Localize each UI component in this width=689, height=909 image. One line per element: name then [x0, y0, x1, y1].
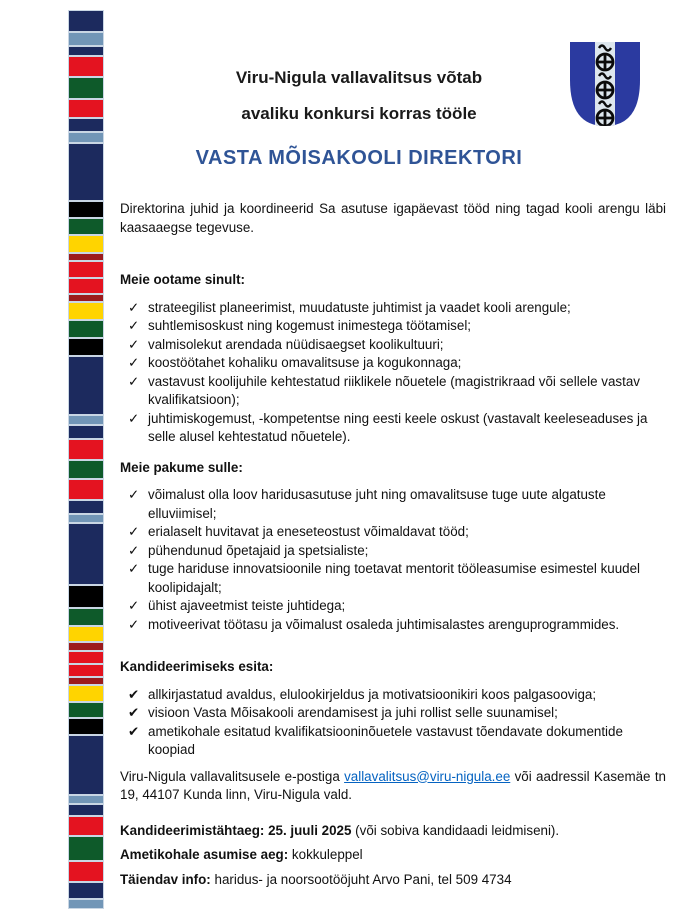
- stripe-segment: [68, 608, 104, 626]
- check-icon: ✓: [128, 598, 140, 613]
- stripe-segment: [68, 338, 104, 355]
- list-item: ✓ strateegilist planeerimist, muudatuste juhtimist ja vaadet kooli arengule;: [120, 299, 666, 318]
- stripe-segment: [68, 261, 104, 277]
- check-icon: ✓: [128, 616, 140, 632]
- stripe-segment: [68, 32, 104, 45]
- stripe-segment: [68, 302, 104, 320]
- stripe-segment: [68, 56, 104, 77]
- list-item: ✓ pühendunud õpetajaid ja spetsialiste;: [120, 542, 666, 561]
- stripe-segment: [68, 425, 104, 438]
- stripe-segment: [68, 132, 104, 143]
- stripe-segment: [68, 514, 104, 524]
- list-item: ✓ ühist ajaveetmist teiste juhtidega;: [120, 597, 666, 616]
- check-icon: ✓: [128, 336, 140, 352]
- section-heading-expectations: Meie ootame sinult:: [120, 272, 245, 287]
- list-item: ✓ vastavust koolijuhile kehtestatud riiklikele nõuetele (magistrikraad või sellele vastav kvalifikatsioon);: [120, 373, 666, 410]
- stripe-segment: [68, 735, 104, 794]
- check-icon: ✓: [128, 561, 140, 576]
- apply-list: [120, 686, 666, 760]
- offer-list: [120, 486, 666, 634]
- check-icon: ✓: [128, 410, 140, 426]
- info-value: haridus- ja noorsootööjuht Arvo Pani, tel 509 4734: [210, 871, 512, 887]
- check-icon: ✔: [128, 686, 140, 702]
- info-label: Täiendav info:: [120, 871, 211, 887]
- list-item: ✔ ametikohale esitatud kvalifikatsiooninõuetele vastavust tõendavate dokumentide koopiad: [120, 723, 666, 760]
- details-block: [120, 822, 666, 890]
- stripe-segment: [68, 642, 104, 651]
- list-item: ✔ visioon Vasta Mõisakooli arendamisest ja juhi rollist selle suunamisel;: [120, 704, 666, 723]
- list-item: ✔ allkirjastatud avaldus, elulookirjeldus ja motivatsioonikiri koos palgasooviga;: [120, 686, 666, 705]
- email-link[interactable]: vallavalitsus@viru-nigula.ee: [344, 768, 511, 784]
- stripe-segment: [68, 718, 104, 735]
- stripe-segment: [68, 439, 104, 460]
- stripe-segment: [68, 651, 104, 664]
- stripe-segment: [68, 294, 104, 302]
- section-heading-apply: Kandideerimiseks esita:: [120, 659, 274, 674]
- stripe-segment: [68, 460, 104, 479]
- start-date-value: kokkuleppel: [288, 847, 363, 862]
- stripe-segment: [68, 143, 104, 201]
- stripe-segment: [68, 836, 104, 861]
- stripe-segment: [68, 253, 104, 262]
- list-item: ✓ erialaselt huvitavat ja eneseteostust võimaldavat tööd;: [120, 523, 666, 542]
- title-line-1: Viru-Nigula vallavalitsus võtab: [235, 68, 483, 87]
- intro-paragraph: Direktorina juhid ja koordineerid Sa asutuse igapäevast tööd ning tagad kooli arengu läbi kaasaaegse tegevuse.: [120, 201, 666, 235]
- stripe-segment: [68, 899, 104, 909]
- check-icon: ✓: [128, 355, 140, 370]
- list-item: ✓ koostöötahet kohaliku omavalitsuse ja kogukonnaga;: [120, 354, 666, 373]
- check-icon: ✓: [128, 542, 140, 558]
- stripe-segment: [68, 10, 104, 32]
- list-item: ✓ võimalust olla loov haridusasutuse juht ning omavalitsuse tuge uute algatuste elluviimisel;: [120, 486, 666, 523]
- title-block: [120, 0, 598, 170]
- start-date-label: Ametikohale asumise aeg:: [120, 847, 289, 862]
- stripe-segment: [68, 882, 104, 899]
- check-icon: ✓: [128, 299, 140, 315]
- stripe-segment: [68, 677, 104, 685]
- deadline-line: [120, 822, 666, 841]
- stripe-segment: [68, 585, 104, 608]
- stripe-segment: [68, 685, 104, 702]
- deadline-label: Kandideerimistähtaeg: 25. juuli 2025: [120, 822, 352, 838]
- stripe-segment: [68, 415, 104, 426]
- stripe-segment: [68, 816, 104, 836]
- stripe-segment: [68, 702, 104, 718]
- check-icon: ✓: [128, 487, 140, 502]
- list-item: ✓ motiveerivat töötasu ja võimalust osaleda juhtimisalastes arenguprogrammides.: [120, 616, 666, 635]
- check-icon: ✓: [128, 373, 140, 389]
- stripe-segment: [68, 320, 104, 338]
- start-date-line: [120, 846, 666, 865]
- title-line-2: avaliku konkursi korras tööle: [241, 104, 477, 123]
- list-item: ✓ juhtimiskogemust, -kompetentse ning eesti keele oskust (vastavalt keeleseaduses ja selle alusel kehtestatud nõuetele).: [120, 410, 666, 447]
- check-icon: ✓: [128, 318, 140, 333]
- list-item: ✓ tuge hariduse innovatsioonile ning toetavat mentorit tööleasumise esimestel kuudel koolipidajalt;: [120, 560, 666, 597]
- stripe-segment: [68, 99, 104, 117]
- stripe-segment: [68, 500, 104, 513]
- stripe-segment: [68, 77, 104, 99]
- list-item: ✓ valmisolekut arendada nüüdisaegset koolikultuuri;: [120, 336, 666, 355]
- stripe-segment: [68, 861, 104, 882]
- stripe-segment: [68, 795, 104, 805]
- stripe-segment: [68, 218, 104, 235]
- stripe-segment: [68, 664, 104, 677]
- document-body: [120, 0, 666, 895]
- stripe-segment: [68, 118, 104, 132]
- list-item: ✓ suhtlemisoskust ning kogemust inimestega töötamisel;: [120, 317, 666, 336]
- stripe-segment: [68, 479, 104, 500]
- folk-pattern-stripe: [68, 10, 104, 909]
- stripe-segment: [68, 523, 104, 584]
- contact-paragraph: [120, 768, 666, 805]
- stripe-segment: [68, 278, 104, 294]
- deadline-note: (või sobiva kandidaadi leidmiseni).: [351, 822, 560, 838]
- stripe-segment: [68, 201, 104, 218]
- section-heading-offer: Meie pakume sulle:: [120, 459, 243, 475]
- check-icon: ✔: [128, 705, 140, 720]
- contact-text-after: või aadressil Kasemäe tn 19, 44107 Kunda linn, Viru-Nigula vald.: [120, 768, 666, 802]
- stripe-segment: [68, 356, 104, 415]
- expectations-list: [120, 299, 666, 447]
- position-title: VASTA MÕISAKOOLI DIREKTORI: [195, 147, 523, 169]
- stripe-segment: [68, 46, 104, 57]
- check-icon: ✓: [128, 524, 140, 539]
- stripe-segment: [68, 235, 104, 252]
- info-line: [120, 871, 666, 890]
- contact-text-before: Viru-Nigula vallavalitsusele e-postiga: [120, 768, 345, 784]
- stripe-segment: [68, 804, 104, 816]
- check-icon: ✔: [128, 723, 140, 739]
- stripe-segment: [68, 626, 104, 642]
